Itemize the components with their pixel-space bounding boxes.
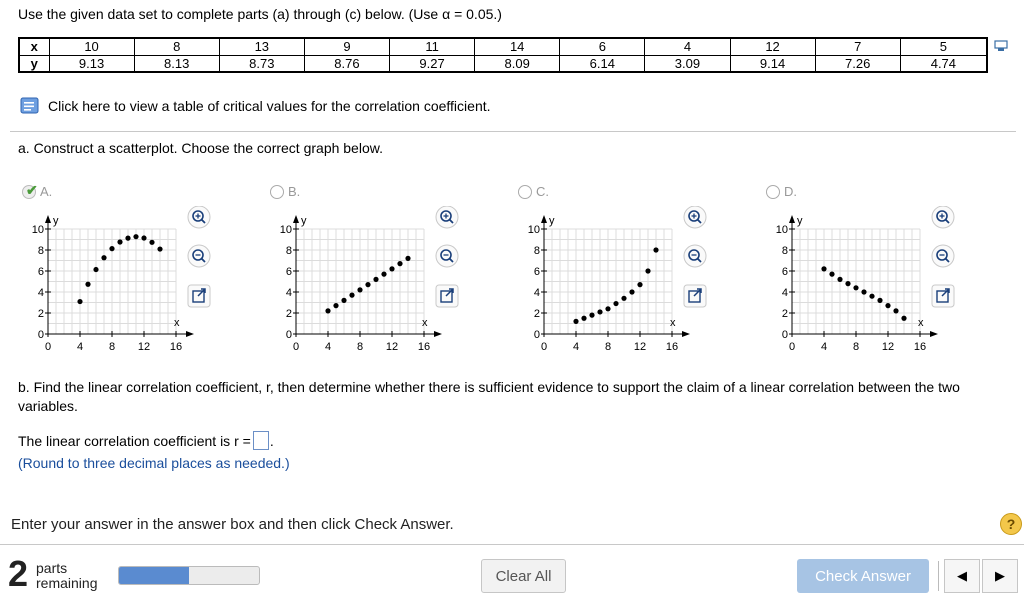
zoom-in-icon[interactable]: [436, 206, 458, 228]
x-cell: 9: [304, 38, 389, 55]
data-point: [333, 303, 338, 308]
y-tick-label: 2: [37, 308, 44, 320]
data-point: [845, 281, 850, 286]
x-cell: 6: [560, 38, 645, 55]
progress-bar: [118, 566, 260, 585]
x-row: [19, 38, 987, 55]
x-header: x: [19, 38, 49, 55]
book-icon: [20, 97, 40, 115]
x-tick-label: 8: [604, 341, 612, 353]
radio-option-c[interactable]: [518, 185, 532, 199]
y-cell: 4.74: [900, 55, 987, 72]
option-a-label: A.: [40, 184, 53, 199]
data-point: [157, 246, 162, 251]
copy-table-icon[interactable]: [994, 40, 1008, 52]
scatterplot-b: [264, 206, 504, 361]
y-tick-label: 0: [37, 329, 44, 341]
y-cell: 3.09: [645, 55, 730, 72]
data-point: [357, 287, 362, 292]
data-point: [117, 239, 122, 244]
x-tick-label: 12: [137, 341, 151, 353]
expand-icon[interactable]: [436, 285, 458, 307]
y-tick-label: 6: [285, 266, 292, 278]
radio-option-a[interactable]: [22, 181, 38, 199]
y-cell: 8.13: [134, 55, 219, 72]
y-tick-label: 6: [37, 266, 44, 278]
round-note: (Round to three decimal places as needed.): [18, 455, 290, 471]
previous-button[interactable]: [944, 559, 980, 593]
y-tick-label: 4: [533, 287, 540, 299]
data-point: [645, 268, 650, 273]
zoom-out-icon[interactable]: [932, 245, 954, 267]
scatterplot-a: [16, 206, 256, 361]
y-cell: 8.09: [475, 55, 560, 72]
y-axis-arrow: [789, 215, 795, 223]
data-point: [893, 308, 898, 313]
data-point: [365, 282, 370, 287]
zoom-in-icon[interactable]: [684, 206, 706, 228]
data-point: [93, 267, 98, 272]
x-tick-label: 4: [572, 341, 580, 353]
data-point: [141, 235, 146, 240]
data-point: [573, 319, 578, 324]
option-c-label: C.: [536, 184, 549, 199]
y-axis-label: y: [549, 215, 555, 227]
data-point: [605, 306, 610, 311]
y-tick-label: 4: [285, 287, 292, 299]
zoom-out-icon[interactable]: [188, 245, 210, 267]
y-cell: 6.14: [560, 55, 645, 72]
data-point: [613, 301, 618, 306]
option-d-header[interactable]: [766, 184, 797, 199]
r-answer-input[interactable]: [253, 431, 269, 450]
zoom-in-icon[interactable]: [188, 206, 210, 228]
x-tick-label: 8: [852, 341, 860, 353]
progress-fill: [119, 567, 189, 584]
x-cell: 8: [134, 38, 219, 55]
zoom-in-icon[interactable]: [932, 206, 954, 228]
next-button[interactable]: [982, 559, 1018, 593]
x-tick-label: 4: [820, 341, 828, 353]
option-a[interactable]: [16, 181, 256, 361]
data-point: [629, 289, 634, 294]
y-tick-label: 10: [279, 224, 292, 236]
y-header: y: [19, 55, 49, 72]
y-tick-label: 2: [533, 308, 540, 320]
parts-word: parts: [36, 560, 68, 576]
y-cell: 8.76: [304, 55, 389, 72]
data-point: [653, 247, 658, 252]
data-point: [381, 272, 386, 277]
y-axis-arrow: [45, 215, 51, 223]
data-point: [597, 309, 602, 314]
data-point: [397, 261, 402, 266]
data-point: [125, 236, 130, 241]
x-cell: 11: [390, 38, 475, 55]
x-tick-label: 0: [292, 341, 300, 353]
data-point: [349, 293, 354, 298]
help-icon[interactable]: ?: [1000, 513, 1022, 535]
y-row: [19, 55, 987, 72]
x-axis-arrow: [186, 331, 194, 337]
x-axis-label: x: [174, 317, 180, 329]
data-point: [133, 234, 138, 239]
x-cell: 13: [219, 38, 304, 55]
y-cell: 8.73: [219, 55, 304, 72]
y-axis-arrow: [293, 215, 299, 223]
x-axis-arrow: [930, 331, 938, 337]
x-tick-label: 12: [881, 341, 895, 353]
data-point: [405, 256, 410, 261]
scatterplot-c: [512, 206, 752, 361]
x-tick-label: 0: [540, 341, 548, 353]
data-point: [109, 246, 114, 251]
option-d[interactable]: [760, 181, 1000, 361]
section-divider: [10, 131, 1016, 132]
data-point: [581, 316, 586, 321]
x-cell: 10: [49, 38, 134, 55]
part-b-prompt: b. Find the linear correlation coefficient, r, then determine whether there is sufficient evidence to support the claim of a linear correlation between the two variables.: [18, 379, 960, 414]
x-axis-label: x: [670, 317, 676, 329]
x-axis-arrow: [682, 331, 690, 337]
parts-remaining-count: 2: [8, 553, 29, 594]
clear-all-button[interactable]: Clear All: [481, 559, 566, 593]
expand-icon[interactable]: [188, 285, 210, 307]
data-point: [885, 303, 890, 308]
x-tick-label: 16: [169, 341, 183, 353]
option-b-header[interactable]: [270, 184, 300, 199]
option-d-label: D.: [784, 184, 797, 199]
y-tick-label: 10: [527, 224, 540, 236]
option-a-header[interactable]: [22, 181, 53, 199]
x-tick-label: 4: [324, 341, 332, 353]
y-axis-label: y: [301, 215, 307, 227]
data-point: [869, 294, 874, 299]
coefficient-label: The linear correlation coefficient is r =: [18, 432, 251, 449]
data-point: [373, 277, 378, 282]
x-cell: 5: [900, 38, 987, 55]
y-cell: 7.26: [815, 55, 900, 72]
data-point: [85, 282, 90, 287]
y-axis-arrow: [541, 215, 547, 223]
y-cell: 9.27: [390, 55, 475, 72]
data-point: [853, 285, 858, 290]
coefficient-row: [18, 431, 274, 450]
expand-icon[interactable]: [684, 285, 706, 307]
data-point: [637, 282, 642, 287]
y-tick-label: 10: [31, 224, 44, 236]
instruction-text: Use the given data set to complete parts (a) through (c) below. (Use α = 0.05.): [18, 6, 502, 22]
data-point: [341, 298, 346, 303]
option-c[interactable]: [512, 181, 752, 361]
x-tick-label: 16: [417, 341, 431, 353]
y-tick-label: 10: [775, 224, 788, 236]
triangle-right-icon: ▶: [995, 568, 1005, 583]
triangle-left-icon: ◀: [957, 568, 967, 583]
data-point: [901, 316, 906, 321]
y-tick-label: 8: [37, 245, 44, 257]
footer-separator: [938, 561, 939, 591]
y-tick-label: 8: [533, 245, 540, 257]
y-tick-label: 6: [533, 266, 540, 278]
data-point: [325, 308, 330, 313]
x-cell: 4: [645, 38, 730, 55]
x-tick-label: 8: [108, 341, 116, 353]
y-cell: 9.13: [49, 55, 134, 72]
data-point: [837, 277, 842, 282]
radio-option-b[interactable]: [270, 185, 284, 199]
x-axis-arrow: [434, 331, 442, 337]
data-point: [77, 299, 82, 304]
zoom-out-icon[interactable]: [436, 245, 458, 267]
x-tick-label: 4: [76, 341, 84, 353]
y-tick-label: 0: [285, 329, 292, 341]
y-axis-label: y: [53, 215, 59, 227]
radio-option-d[interactable]: [766, 185, 780, 199]
y-tick-label: 8: [781, 245, 788, 257]
x-tick-label: 0: [788, 341, 796, 353]
enter-answer-note: Enter your answer in the answer box and then click Check Answer.: [11, 516, 454, 533]
y-tick-label: 2: [781, 308, 788, 320]
y-tick-label: 4: [781, 287, 788, 299]
y-tick-label: 2: [285, 308, 292, 320]
option-b-label: B.: [288, 184, 301, 199]
data-point: [877, 298, 882, 303]
x-axis-label: x: [422, 317, 428, 329]
check-answer-button[interactable]: Check Answer: [797, 559, 929, 593]
x-tick-label: 0: [44, 341, 52, 353]
data-point: [821, 266, 826, 271]
x-tick-label: 12: [633, 341, 647, 353]
x-cell: 12: [730, 38, 815, 55]
y-tick-label: 0: [781, 329, 788, 341]
data-point: [621, 296, 626, 301]
data-point: [389, 266, 394, 271]
data-point: [861, 289, 866, 294]
remaining-word: remaining: [36, 575, 98, 591]
x-cell: 14: [475, 38, 560, 55]
x-tick-label: 16: [913, 341, 927, 353]
y-cell: 9.14: [730, 55, 815, 72]
x-tick-label: 16: [665, 341, 679, 353]
option-b[interactable]: [264, 181, 504, 361]
critical-values-link-row[interactable]: [20, 97, 491, 115]
y-axis-label: y: [797, 215, 803, 227]
coefficient-suffix: .: [269, 432, 274, 449]
critical-values-link[interactable]: Click here to view a table of critical values for the correlation coefficient.: [48, 98, 491, 114]
y-tick-label: 0: [533, 329, 540, 341]
x-tick-label: 8: [356, 341, 364, 353]
data-point: [101, 255, 106, 260]
part-a-prompt: a. Construct a scatterplot. Choose the correct graph below.: [18, 140, 383, 156]
zoom-out-icon[interactable]: [684, 245, 706, 267]
data-point: [149, 240, 154, 245]
parts-remaining-label: [36, 561, 97, 591]
correct-check-icon: ✔: [26, 181, 38, 198]
x-cell: 7: [815, 38, 900, 55]
option-c-header[interactable]: [518, 184, 549, 199]
x-axis-label: x: [918, 317, 924, 329]
scatterplot-d: [760, 206, 1000, 361]
data-table: [18, 37, 988, 73]
data-point: [589, 313, 594, 318]
x-tick-label: 12: [385, 341, 399, 353]
data-point: [829, 272, 834, 277]
y-tick-label: 4: [37, 287, 44, 299]
expand-icon[interactable]: [932, 285, 954, 307]
y-tick-label: 8: [285, 245, 292, 257]
y-tick-label: 6: [781, 266, 788, 278]
